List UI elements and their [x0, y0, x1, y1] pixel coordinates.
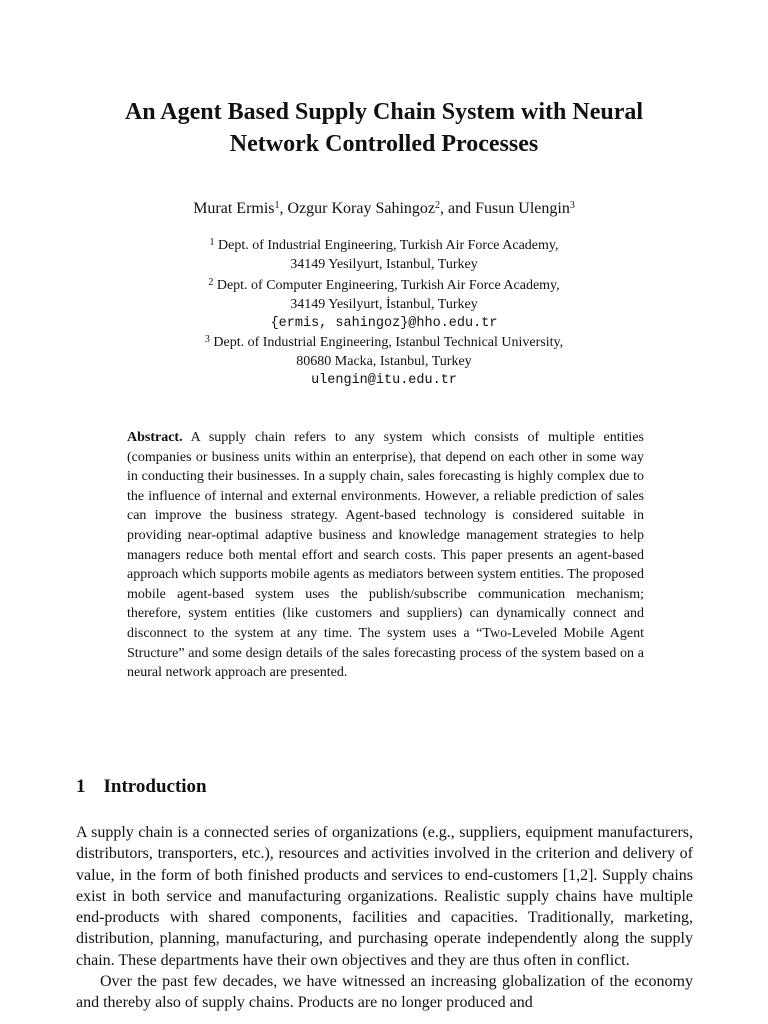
- paragraph: A supply chain is a connected series of organizations (e.g., suppliers, equipment manufacturers, distributors, transporters, etc.), resources and activities involved in the criterion and delivery of value, in the form of both finished products and services to end-customers [1,2]. Supply chains exist in both service and manufacturing organizations. Realistic supply chains have multiple end-products with shared components, facilities and capacities. Traditionally, marketing, distribution, planning, manufacturing, and purchasing operate independently along the supply chain. These departments have their own objectives and they are thus often in conflict.: [76, 824, 693, 969]
- author-name: Murat Ermis: [193, 200, 275, 217]
- title-line-1: An Agent Based Supply Chain System with Neural: [124, 99, 644, 125]
- author-name: Ozgur Koray Sahingoz: [287, 200, 436, 217]
- affiliation-address: 34149 Yesilyurt, İstanbul, Turkey: [290, 297, 478, 312]
- affiliation-mark: 1: [209, 237, 215, 248]
- affiliation-department: Dept. of Industrial Engineering, Istanbul Technical University,: [213, 335, 564, 350]
- section-title: Introduction: [103, 776, 207, 797]
- affiliation-2: [120, 276, 648, 333]
- section-heading: [76, 774, 207, 800]
- author-separator: , and: [440, 200, 476, 217]
- affiliation-email[interactable]: ulengin@itu.edu.tr: [311, 373, 457, 388]
- section-number: 1: [76, 776, 86, 797]
- affiliation-mark: 3: [204, 334, 210, 345]
- title-line-2: Network Controlled Processes: [229, 131, 539, 157]
- author-affiliation-mark: 2: [435, 200, 441, 211]
- affiliation-1: [120, 236, 648, 274]
- paper-title: [80, 96, 688, 160]
- affiliation-department: Dept. of Industrial Engineering, Turkish Air Force Academy,: [218, 238, 559, 253]
- author-separator: ,: [279, 200, 288, 217]
- affiliation-3: [120, 333, 648, 390]
- author-list: [80, 198, 688, 220]
- author-affiliation-mark: 3: [569, 200, 575, 211]
- abstract-label: Abstract.: [127, 430, 183, 445]
- affiliation-address: 34149 Yesilyurt, Istanbul, Turkey: [290, 257, 478, 272]
- paragraph: Over the past few decades, we have witnessed an increasing globalization of the economy and thereby also of supply chains. Products are no longer produced and: [76, 973, 693, 1012]
- affiliation-mark: 2: [208, 277, 214, 288]
- abstract: [127, 428, 644, 683]
- author-name: Fusun Ulengin: [475, 200, 570, 217]
- abstract-text: A supply chain refers to any system which consists of multiple entities (companies or business units within an enterprise), that depend on each other in some way in conducting their businesses. In a supply chain, sales forecasting is highly complex due to the influence of internal and external environments. However, a reliable prediction of sales can improve the business strategy. Agent-based technology is considered suitable in providing near-optimal adaptive business and knowledge management strategies to help managers reduce both mental effort and search costs. This paper presents an agent-based approach which supports mobile agents as mediators between system entities. The proposed mobile agent-based system uses the publish/subscribe communication mechanism; therefore, system entities (like customers and suppliers) can dynamically connect and disconnect to the system at any time. The system uses a “Two-Leveled Mobile Agent Structure” and some design details of the sales forecasting process of the system based on a neural network approach are presented.: [127, 430, 644, 681]
- affiliation-department: Dept. of Computer Engineering, Turkish Air Force Academy,: [216, 278, 560, 293]
- section-body: [76, 822, 693, 1014]
- author-affiliation-mark: 1: [274, 200, 280, 211]
- affiliation-address: 80680 Macka, Istanbul, Turkey: [296, 354, 472, 369]
- affiliation-email[interactable]: {ermis, sahingoz}@hho.edu.tr: [270, 316, 498, 331]
